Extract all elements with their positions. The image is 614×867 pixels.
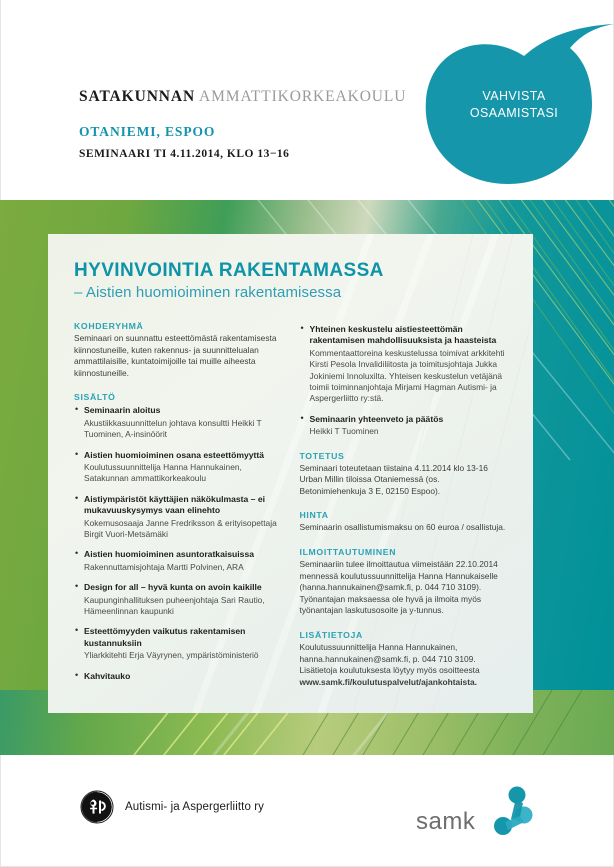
autismi-label: Autismi- ja Aspergerliitto ry	[125, 801, 265, 813]
lisatietoja-body: Koulutussuunnittelija Hanna Hannukainen, hanna.hannukainen@samk.fi, p. 044 710 3109. Lisätietoja koulutuksesta löytyy myös osoitteesta	[299, 642, 480, 676]
autismi-circle-icon	[80, 790, 114, 824]
list-item-title: • Yhteinen keskustelu aistiesteettömän rakentamisen mahdollisuuksista ja haasteista	[309, 324, 497, 346]
list-item	[74, 626, 282, 661]
list-item	[74, 582, 282, 617]
organization-line	[79, 88, 406, 106]
organization-name-light: AMMATTIKORKEAKOULU	[199, 88, 407, 105]
event-location: OTANIEMI, ESPOO	[79, 124, 216, 139]
autismi-aspergerliitto-logo-group	[80, 790, 264, 824]
page-title: HYVINVOINTIA RAKENTAMASSA	[74, 260, 384, 281]
organization-name-bold: SATAKUNNAN	[79, 88, 196, 105]
list-item-title: • Aistiympäristöt käyttäjien näkökulmasta – ei mukavuuskysymys vaan elinehto	[84, 493, 266, 516]
list-item-subtitle: Koulutussuunnittelija Hanna Hannukainen, Satakunnan ammattikorkeakoulu	[84, 462, 242, 484]
list-item	[300, 414, 508, 438]
left-column	[74, 321, 282, 691]
list-item	[74, 405, 282, 440]
kohderyhma-text: Seminaari on suunnattu esteettömästä rakentamisesta kiinnostuneille, kuten rakennus- ja suunnittelualan ammattilaisille, kuntatoimijoille tai muille aiheesta kiinnostuneille.	[74, 333, 277, 378]
list-item	[74, 549, 282, 573]
section-heading-lisatietoja: LISÄTIETOJA	[299, 630, 363, 640]
list-item-title: • Seminaarin aloitus	[84, 405, 161, 416]
samk-wordmark: samk	[416, 808, 476, 835]
list-item-subtitle: Kommentaattoreina keskustelussa toimivat arkkitehti Kirsti Pesola Invalidiliitosta ja toimitusjohtaja Jukka Jokiniemi Innoluxilta. Yhteisen keskustelun vetäjänä toimii toiminnanjohtaja Mirjami Hagman Autismi- ja Aspergerliitto ry:stä.	[309, 347, 505, 404]
samk-logo-group	[416, 786, 533, 834]
ilmoittautuminen-text: Seminaariin tulee ilmoittautua viimeistään 22.10.2014 mennessä koulutussuunnittelija Hanna Hannukaiselle (hanna.hannukainen@samk.fi, p. 044 710 3109). Työnantajan maksaessa ole hyvä ja ilmoita myös työnantajan laskutusosoite ja y-tunnus.	[299, 559, 498, 616]
list-item	[74, 671, 282, 682]
content-columns	[74, 321, 507, 691]
vahvista-osaamistasi-badge	[424, 24, 614, 189]
lisatietoja-text	[300, 642, 508, 688]
section-heading-hinta: HINTA	[299, 510, 329, 521]
section-heading-sisalto: SISÄLTÖ	[74, 392, 116, 403]
sisalto-list	[74, 405, 282, 682]
event-datetime: SEMINAARI TI 4.11.2014, KLO 13−16	[79, 148, 290, 160]
section-heading-totetus: TOTETUS	[299, 450, 345, 461]
content-card	[48, 234, 533, 713]
list-item-title: • Aistien huomioiminen osana esteettömyyttä	[84, 449, 265, 460]
right-column	[300, 321, 508, 691]
totetus-text: Seminaari toteutetaan tiistaina 4.11.2014 klo 13-16 Urban Millin tiloissa Otaniemessä (os. Betonimiehenkuja 3 E, 02150 Espoo).	[299, 462, 488, 496]
list-item-title: • Aistien huomioiminen asuntoratkaisuissa	[84, 549, 255, 560]
list-item	[74, 494, 282, 541]
list-item-title: • Kahvitauko	[84, 670, 131, 681]
list-item-title: • Design for all – hyvä kunta on avoin kaikille	[84, 582, 262, 593]
page-subtitle: – Aistien huomioiminen rakentamisessa	[74, 284, 342, 301]
right-column-list	[300, 324, 508, 438]
list-item-subtitle: Heikki T Tuominen	[309, 426, 379, 437]
list-item-title: • Esteettömyyden vaikutus rakentamisen kustannuksiin	[84, 626, 246, 648]
section-heading-kohderyhma: KOHDERYHMÄ	[74, 321, 144, 331]
badge-line-2: OSAAMISTASI	[469, 106, 559, 120]
list-item-title: • Seminaarin yhteenveto ja päätös	[309, 413, 444, 424]
samk-nodes-icon	[481, 786, 533, 838]
badge-line-1: VAHVISTA	[482, 89, 546, 103]
list-item-subtitle: Kokemusosaaja Janne Fredriksson & erityisopettaja Birgit Vuori-Metsämäki	[84, 517, 277, 540]
badge-text	[454, 88, 574, 122]
list-item-subtitle: Yliarkkitehti Erja Väyrynen, ympäristöministeriö	[84, 650, 259, 661]
samk-website-link[interactable]: www.samk.fi/koulutuspalvelut/ajankohtaista.	[299, 676, 477, 687]
list-item-subtitle: Akustiikkasuunnittelun johtava konsultti Heikki T Tuominen, A-insinöörit	[84, 417, 262, 440]
list-item-subtitle: Rakennuttamisjohtaja Martti Polvinen, ARA	[84, 561, 244, 572]
hinta-text: Seminaarin osallistumismaksu on 60 euroa / osallistuja.	[299, 522, 506, 533]
list-item-subtitle: Kaupunginhallituksen puheenjohtaja Sari Rautio, Hämeenlinnan kaupunki	[84, 594, 265, 617]
section-heading-ilmoittautuminen: ILMOITTAUTUMINEN	[299, 547, 397, 558]
list-item	[74, 450, 282, 485]
list-item	[300, 324, 508, 405]
